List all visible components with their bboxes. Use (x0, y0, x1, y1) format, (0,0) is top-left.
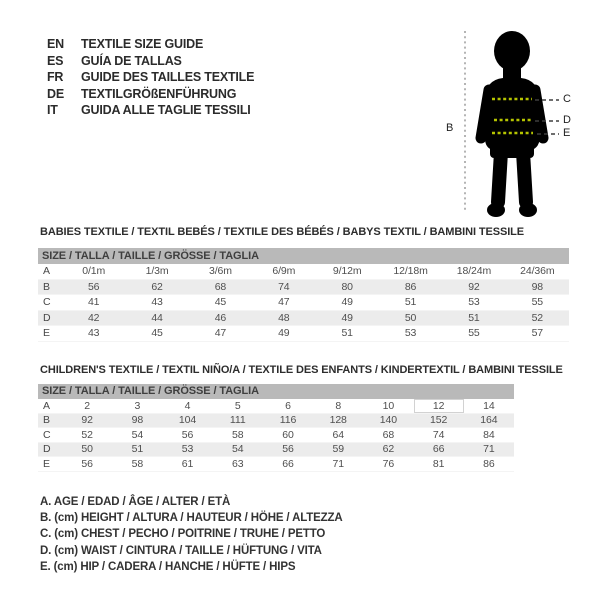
legend-age: A. AGE / EDAD / ÂGE / ALTER / ETÀ (40, 496, 231, 508)
size-cell: 152 (414, 413, 464, 428)
language-row (47, 86, 254, 103)
size-cell: 42 (62, 310, 125, 326)
language-code: IT (47, 103, 58, 117)
size-cell: 3/6m (189, 264, 252, 280)
size-cell: 104 (162, 413, 212, 428)
size-cell: 51 (316, 326, 379, 342)
table-row (38, 310, 569, 326)
size-cell: 74 (252, 279, 315, 295)
size-cell: 62 (363, 442, 413, 457)
size-cell: 98 (112, 413, 162, 428)
size-cell: 71 (313, 457, 363, 472)
size-cell: 57 (506, 326, 569, 342)
size-cell: 128 (313, 413, 363, 428)
size-cell: 8 (313, 399, 363, 414)
measurement-figure (440, 20, 600, 240)
table-row (38, 295, 569, 311)
language-code: ES (47, 53, 64, 68)
size-cell: 58 (213, 428, 263, 443)
child-silhouette-icon (440, 20, 600, 240)
language-title: GUIDE DES TAILLES TEXTILE (81, 70, 255, 84)
size-cell: 6 (263, 399, 313, 414)
size-cell: 56 (62, 457, 112, 472)
row-label: C (38, 295, 62, 311)
size-cell: 0/1m (62, 264, 125, 280)
size-cell: 55 (442, 326, 505, 342)
size-cell: 49 (316, 310, 379, 326)
size-cell: 49 (252, 326, 315, 342)
row-label: B (38, 413, 62, 428)
size-table-header: SIZE / TALLA / TAILLE / GRÖSSE / TAGLIA (38, 384, 514, 399)
size-cell: 64 (313, 428, 363, 443)
table-row (38, 326, 569, 342)
size-cell: 92 (62, 413, 112, 428)
row-label: D (38, 442, 62, 457)
language-title: TEXTILGRÖßENFÜHRUNG (81, 86, 237, 101)
children-size-table (38, 384, 514, 472)
size-cell: 46 (189, 310, 252, 326)
size-cell: 45 (125, 326, 188, 342)
size-cell: 50 (62, 442, 112, 457)
label-hip: E (563, 127, 571, 139)
size-cell: 51 (112, 442, 162, 457)
size-cell: 53 (442, 295, 505, 311)
size-cell: 56 (62, 279, 125, 295)
size-cell: 47 (189, 326, 252, 342)
language-row (47, 69, 254, 86)
language-code: EN (47, 37, 64, 51)
table-row (38, 457, 514, 472)
row-label: E (38, 457, 62, 472)
size-table-header: SIZE / TALLA / TAILLE / GRÖSSE / TAGLIA (38, 248, 569, 264)
table-row (38, 442, 514, 457)
table-row (38, 413, 514, 428)
table-row (38, 264, 569, 280)
size-cell: 56 (263, 442, 313, 457)
legend-chest: C. (cm) CHEST / PECHO / POITRINE / TRUHE / PETTO (40, 528, 326, 541)
size-cell: 71 (464, 442, 514, 457)
size-cell: 48 (252, 310, 315, 326)
size-cell-highlighted: 12 (414, 399, 464, 414)
size-cell: 6/9m (252, 264, 315, 280)
language-row (47, 102, 254, 119)
size-cell: 54 (213, 442, 263, 457)
size-cell: 140 (363, 413, 413, 428)
size-table (38, 384, 514, 472)
babies-size-table (38, 248, 569, 342)
size-cell: 76 (363, 457, 413, 472)
size-cell: 47 (252, 295, 315, 311)
size-cell: 55 (506, 295, 569, 311)
babies-section-title: BABIES TEXTILE / TEXTIL BEBÉS / TEXTILE DES BÉBÉS / BABYS TEXTIL / BAMBINI TESSILE (40, 226, 525, 238)
size-cell: 43 (62, 326, 125, 342)
size-cell: 9/12m (316, 264, 379, 280)
size-cell: 62 (125, 279, 188, 295)
size-cell: 74 (414, 428, 464, 443)
row-label: E (38, 326, 62, 342)
language-row (47, 53, 254, 70)
row-label: A (38, 264, 62, 280)
language-row (47, 36, 254, 53)
size-cell: 66 (414, 442, 464, 457)
size-cell: 50 (379, 310, 442, 326)
size-cell: 56 (162, 428, 212, 443)
size-cell: 44 (125, 310, 188, 326)
size-cell: 53 (379, 326, 442, 342)
size-cell: 66 (263, 457, 313, 472)
size-cell: 52 (62, 428, 112, 443)
size-cell: 98 (506, 279, 569, 295)
measurement-legend (40, 494, 343, 575)
size-cell: 61 (162, 457, 212, 472)
size-cell: 80 (316, 279, 379, 295)
row-label: C (38, 428, 62, 443)
size-cell: 53 (162, 442, 212, 457)
size-cell: 92 (442, 279, 505, 295)
size-cell: 4 (162, 399, 212, 414)
size-cell: 1/3m (125, 264, 188, 280)
legend-height: B. (cm) HEIGHT / ALTURA / HAUTEUR / HÖHE / ALTEZZA (40, 512, 343, 525)
size-cell: 2 (62, 399, 112, 414)
size-cell: 116 (263, 413, 313, 428)
size-cell: 14 (464, 399, 514, 414)
child-body-shape (481, 31, 543, 217)
label-height: B (446, 122, 454, 134)
legend-waist: D. (cm) WAIST / CINTURA / TAILLE / HÜFTUNG / VITA (40, 544, 322, 557)
language-code: FR (47, 70, 64, 84)
size-cell: 41 (62, 295, 125, 311)
size-cell: 68 (363, 428, 413, 443)
size-cell: 164 (464, 413, 514, 428)
size-cell: 45 (189, 295, 252, 311)
language-title: TEXTILE SIZE GUIDE (81, 37, 204, 51)
children-section-title: CHILDREN'S TEXTILE / TEXTIL NIÑO/A / TEXTILE DES ENFANTS / KINDERTEXTIL / BAMBINI TESSILE (40, 364, 563, 376)
size-cell: 59 (313, 442, 363, 457)
size-table (38, 248, 569, 342)
size-cell: 86 (379, 279, 442, 295)
language-title: GUIDA ALLE TAGLIE TESSILI (81, 103, 251, 117)
size-cell: 54 (112, 428, 162, 443)
size-cell: 81 (414, 457, 464, 472)
size-cell: 5 (213, 399, 263, 414)
size-cell: 86 (464, 457, 514, 472)
table-row (38, 279, 569, 295)
size-cell: 111 (213, 413, 263, 428)
size-cell: 10 (363, 399, 413, 414)
row-label: A (38, 399, 62, 414)
size-cell: 12/18m (379, 264, 442, 280)
size-cell: 43 (125, 295, 188, 311)
label-waist: D (563, 114, 571, 126)
label-chest: C (563, 93, 571, 105)
size-cell: 60 (263, 428, 313, 443)
size-cell: 18/24m (442, 264, 505, 280)
row-label: B (38, 279, 62, 295)
row-label: D (38, 310, 62, 326)
size-cell: 51 (379, 295, 442, 311)
size-cell: 58 (112, 457, 162, 472)
size-cell: 24/36m (506, 264, 569, 280)
table-row (38, 399, 514, 414)
size-cell: 68 (189, 279, 252, 295)
size-cell: 49 (316, 295, 379, 311)
table-row (38, 428, 514, 443)
language-list (47, 36, 254, 119)
language-code: DE (47, 86, 64, 101)
size-cell: 84 (464, 428, 514, 443)
language-title: GUÍA DE TALLAS (81, 53, 182, 68)
size-cell: 52 (506, 310, 569, 326)
legend-hip: E. (cm) HIP / CADERA / HANCHE / HÜFTE / HIPS (40, 560, 296, 573)
size-cell: 51 (442, 310, 505, 326)
size-cell: 63 (213, 457, 263, 472)
size-cell: 3 (112, 399, 162, 414)
